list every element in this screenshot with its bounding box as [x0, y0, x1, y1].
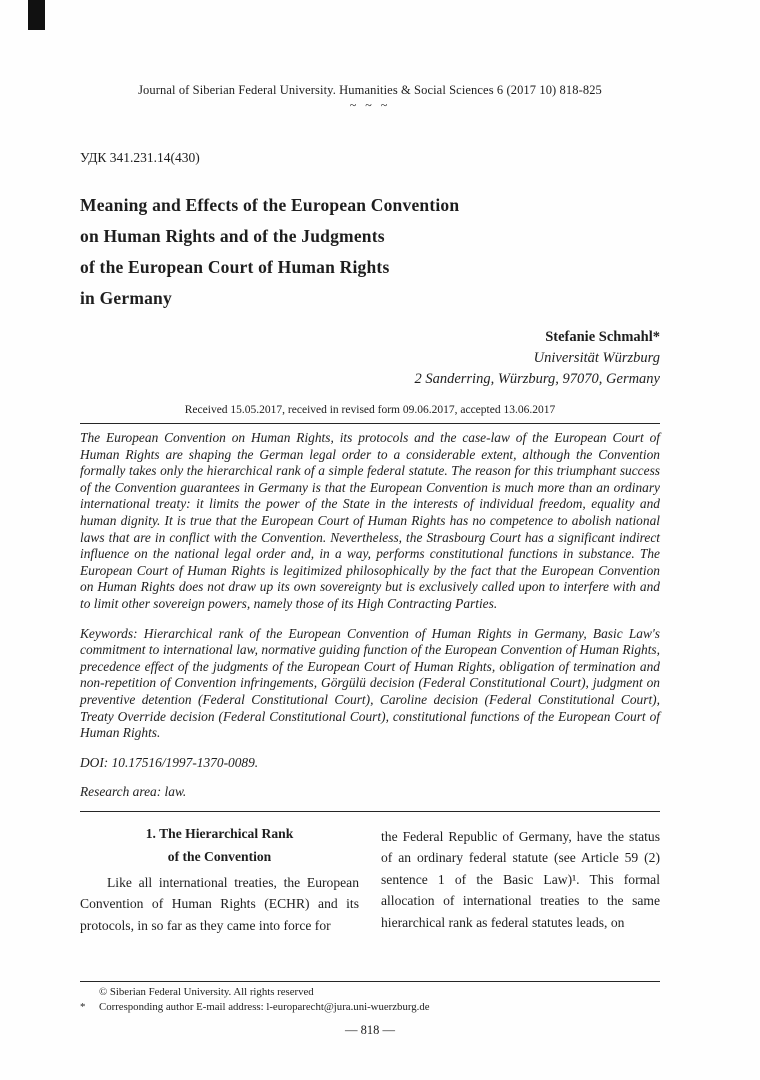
title-line: on Human Rights and of the Judgments	[80, 226, 385, 246]
correspondence-note	[80, 1000, 660, 1015]
copyright-note: © Siberian Federal University. All rights reserved	[99, 986, 314, 998]
right-column	[381, 822, 660, 937]
research-area: Research area: law.	[80, 783, 187, 799]
author-address: 2 Sanderring, Würzburg, 97070, Germany	[414, 371, 660, 387]
author-block	[80, 327, 660, 390]
journal-header: Journal of Siberian Federal University. Humanities & Social Sciences 6 (2017 10) 818-825	[138, 83, 602, 97]
page-footer	[80, 981, 660, 1038]
body-paragraph: Like all international treaties, the European Convention of Human Rights (ECHR) and its protocols, in so far as they came into force for	[80, 874, 359, 933]
section-heading-line: 1. The Hierarchical Rank	[145, 825, 294, 841]
scan-artifact	[28, 0, 45, 30]
udk-code: УДК 341.231.14(430)	[80, 150, 200, 165]
tilde-separator: ~ ~ ~	[349, 98, 391, 112]
article-title	[80, 190, 660, 314]
title-line: in Germany	[80, 288, 172, 308]
author-name: Stefanie Schmahl*	[545, 329, 660, 345]
page-number: — 818 —	[345, 1023, 395, 1037]
correspondence-text: Corresponding author E-mail address: l-europarecht@jura.uni-wuerzburg.de	[99, 1001, 430, 1013]
received-dates: Received 15.05.2017, received in revised form 09.06.2017, accepted 13.06.2017	[184, 404, 556, 416]
title-line: of the European Court of Human Rights	[80, 257, 390, 277]
author-affiliation: Universität Würzburg	[533, 350, 660, 366]
doi: DOI: 10.17516/1997-1370-0089.	[80, 754, 259, 770]
left-column	[80, 822, 359, 937]
title-line: Meaning and Effects of the European Convention	[80, 195, 460, 215]
section-heading-line: of the Convention	[167, 848, 272, 864]
keywords: Keywords: Hierarchical rank of the European Convention of Human Rights in Germany, Basic Law's commitment to international law, normative guiding function of the European Convention of Human Rights, precedence effect of the judgments of the European Court of Human Rights, obligation of termination and non-repetition of Convention infringements, Görgülü decision (Federal Constitutional Court), judgment on preventive detention (Federal Constitutional Court), Caroline decision (Federal Constitutional Court), Treaty Override decision (Federal Constitutional Court), constitutional functions of the European Court of Human Rights.	[80, 625, 660, 741]
body-paragraph: the Federal Republic of Germany, have the status of an ordinary federal statute (see Article 59 (2) sentence 1 of the Basic Law)¹. This formal allocation of international treaties to the same hierarchical rank as federal statutes leads, on	[381, 828, 660, 931]
body-top-rule	[80, 811, 660, 812]
two-column-body	[80, 822, 660, 937]
abstract: The European Convention on Human Rights, its protocols and the case-law of the European Court of Human Rights are shaping the German legal order to a considerable extent, although the Convention formally takes only the hierarchical rank of a simple federal statute. The reason for this triumphant success of the Convention guarantees in Germany is that the European Convention is much more than an ordinary international treaty: it limits the power of the State in the interests of individual freedom, equality and human dignity. It is true that the European Court of Human Rights has no competence to abolish national laws that are in conflict with the Convention. Nevertheless, the Strasbourg Court has a significant indirect influence on the national legal order and, in a way, performs constitutional functions in substance. The European Court of Human Rights is legitimized philosophically by the fact that the European Convention on Human Rights does not draw up its own sovereignty but is exclusively called upon to interfere with and to limit other sovereign powers, namely those of its High Contracting Parties.	[80, 430, 660, 611]
footnote-asterisk: *	[80, 1001, 86, 1013]
page-content	[80, 0, 660, 936]
abstract-top-rule	[80, 423, 660, 424]
